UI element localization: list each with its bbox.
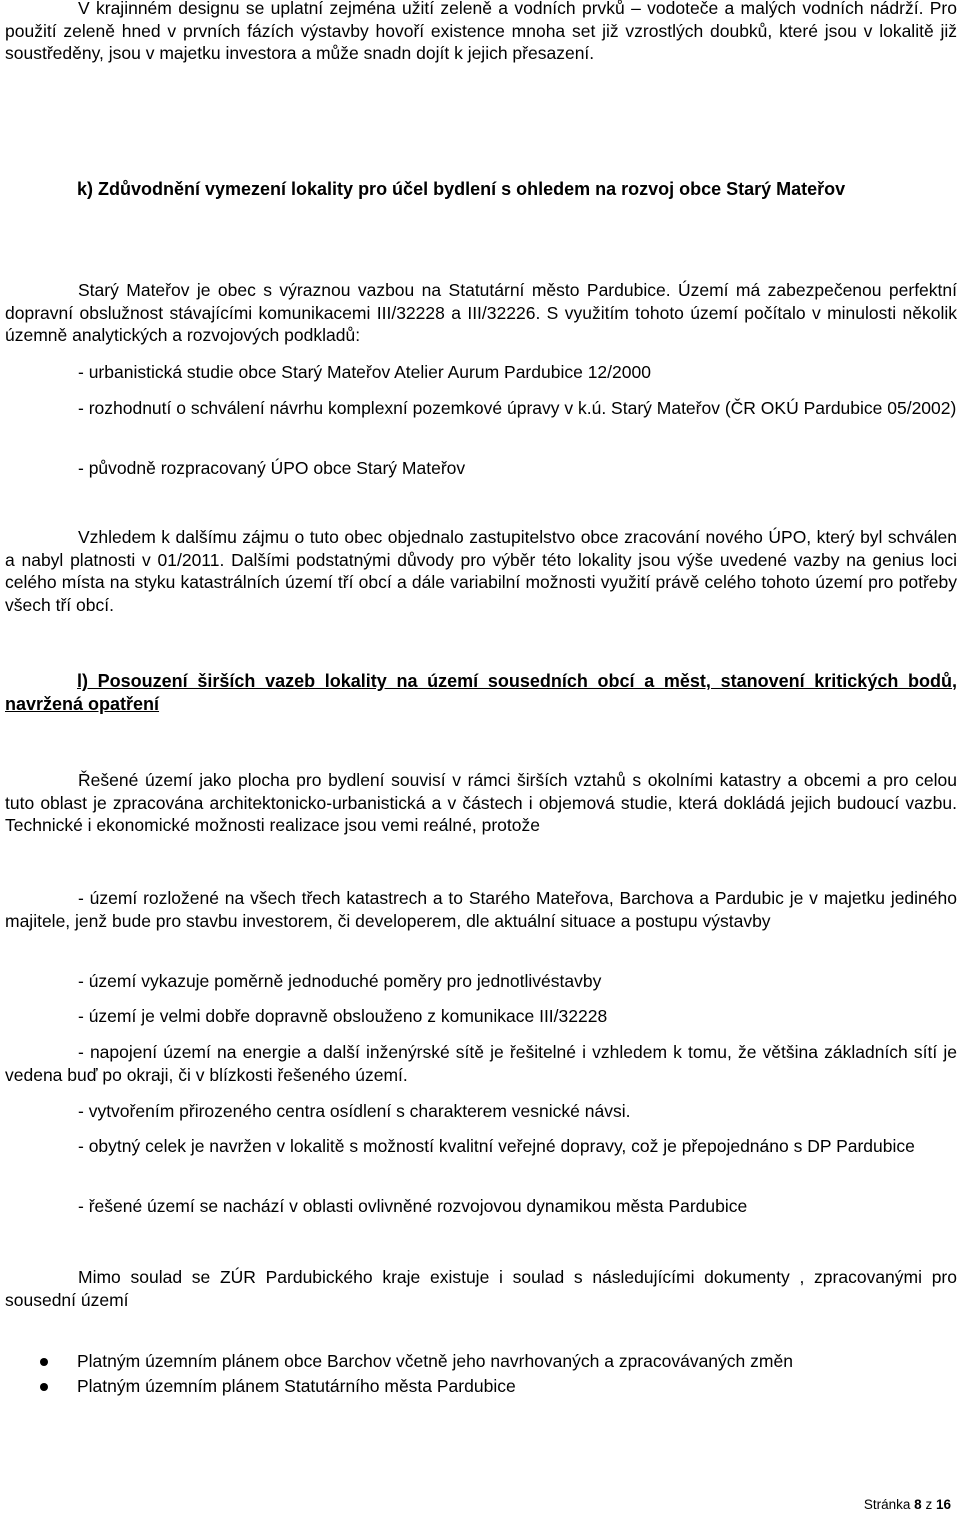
bullet-item-pardubice: Platným územním plánem Statutárního města Pardubice [77,1376,516,1396]
page-label: Stránka [863,1497,911,1512]
heading-section-l: l) Posouzení širších vazeb lokality na území sousedních obcí a měst, stanovení kritických bodů, navržená opatření [5,671,957,714]
bullet-item-barchov: Platným územním plánem obce Barchov včetně jeho navrhovaných a zpracovávaných změn [77,1351,793,1371]
paragraph-compliance: Mimo soulad se ZÚR Pardubického kraje existuje i soulad s následujícími dokumenty , zpracovanými pro sousední území [5,1267,957,1310]
heading-section-k: k) Zdůvodnění vymezení lokality pro účel bydlení s ohledem na rozvoj obce Starý Mateřov [77,179,846,199]
list-item-ownership: - území rozložené na všech třech katastrech a to Starého Mateřova, Barchova a Pardubic je v majetku jediného majitele, jenž bude pro stavbu investorem, či developerem, dle aktuální situace a postupu výstavby [5,888,957,931]
bullet-dot [40,1358,48,1366]
total-pages: 16 [935,1497,951,1512]
paragraph-solved-area: Řešené území jako plocha pro bydlení souvisí v rámci širších vztahů s okolními katastry a obcemi a pro celou tuto oblast je zpracována architektonicko-urbanistická a v částech i objemová studie, která dokládá jejich budoucí vazbu. Technické i ekonomické možnosti realizace jsou vemi reálné, protože [5,770,957,835]
list-item-village-center: - vytvořením přirozeného centra osídlení s charakterem vesnické návsi. [78,1101,631,1121]
paragraph-landscape-design: V krajinném designu se uplatní zejména užití zeleně a vodních prvků – vodoteče a malých vodních nádrží. Pro použití zeleně hned v prvních fázích výstavby hovoří existence mnoha set již vzrostlých doubků, které jsou v lokalitě již soustředěny, jsou v majetku investora a může snadn dojít k jejich přesazení. [5,0,957,63]
list-item-urban-study: - urbanistická studie obce Starý Mateřov Atelier Aurum Pardubice 12/2000 [78,362,651,382]
list-item-original-upo: - původně rozpracovaný ÚPO obce Starý Mateřov [78,458,466,478]
bullet-dot [40,1383,48,1391]
list-item-land-adjustment: - rozhodnutí o schválení návrhu komplexní pozemkové úpravy v k.ú. Starý Mateřov (ČR OKÚ Pardubice 05/2002) [78,398,957,418]
list-item-utilities: - napojení území na energie a další inženýrské sítě je řešitelné i vzhledem k tomu, že většina základních sítí je vedena buď po okraji, či v blízkosti řešeného území. [5,1042,957,1085]
paragraph-stary-materov: Starý Mateřov je obec s výraznou vazbou na Statutární město Pardubice. Území má zabezpečenou perfektní dopravní obslužnost stávajícími komunikacemi III/32228 a III/32226. S využitím tohoto území počítalo v minulosti několik územně analytických a rozvojových podkladů: [5,280,957,345]
list-item-public-transport: - obytný celek je navržen v lokalitě s možností kvalitní veřejné dopravy, což je přepojednáno s DP Pardubice [78,1136,915,1156]
page-number [864,1497,951,1513]
list-item-simple-conditions: - území vykazuje poměrně jednoduché poměry pro jednotlivéstavby [78,971,602,991]
list-item-transport: - území je velmi dobře dopravně obslouženo z komunikace III/32228 [78,1006,608,1026]
page-separator: z [925,1497,933,1512]
paragraph-new-upo: Vzhledem k dalšímu zájmu o tuto obec objednalo zastupitelstvo obce zracování nového ÚPO, který byl schválen a nabyl platnosti v 01/2011. Dalšími podstatnými důvody pro výběr této lokality jsou výše uvedené vazby na genius loci celého místa na styku katastrálních území tří obcí a dále variabilní možnosti využití právě celého tohoto území pro potřeby všech tří obcí. [5,527,957,615]
current-page: 8 [914,1497,922,1512]
list-item-development-dynamics: - řešené území se nachází v oblasti ovlivněné rozvojovou dynamikou města Pardubice [78,1196,748,1216]
